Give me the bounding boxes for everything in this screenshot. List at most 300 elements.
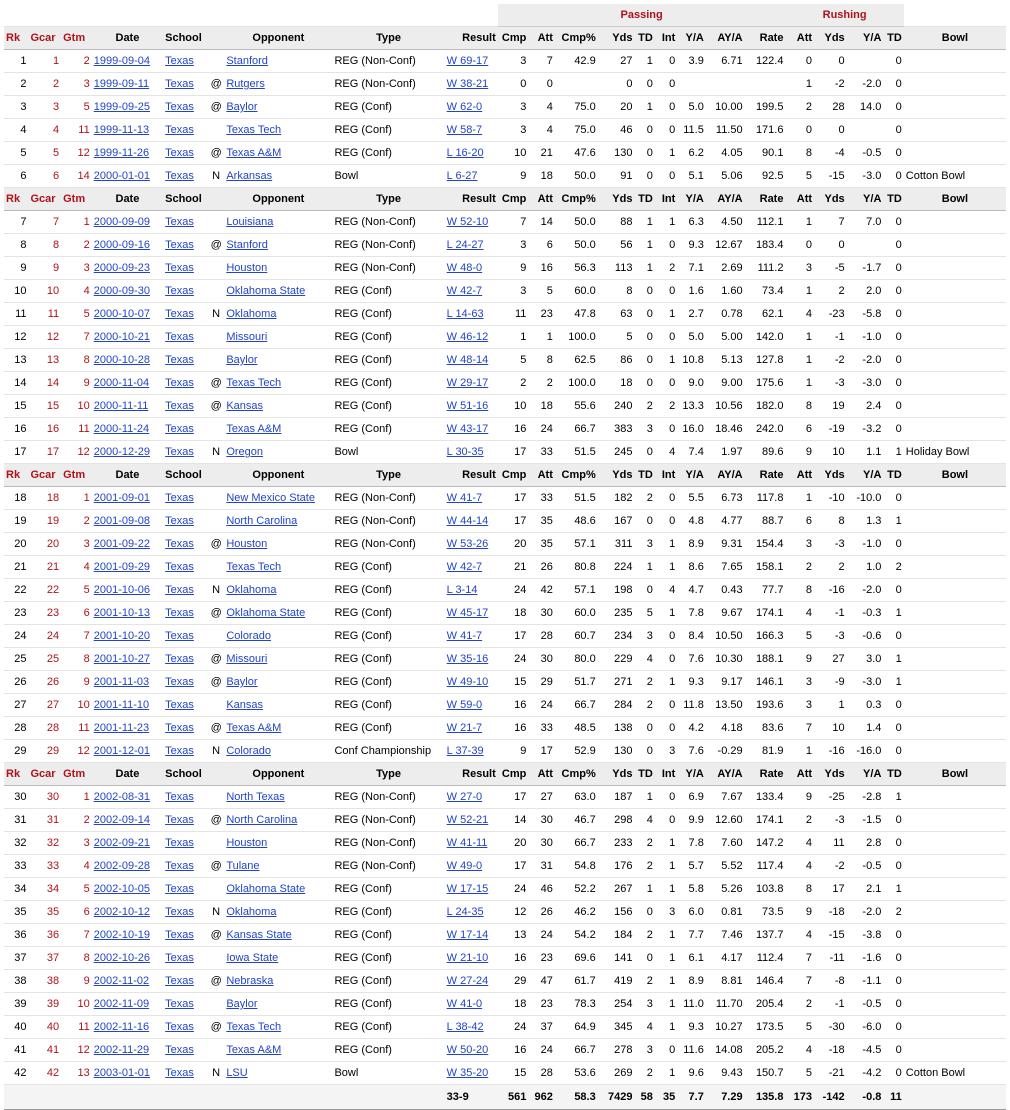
link-date[interactable]: 2001-10-06 [93,584,150,596]
link-date[interactable]: 2002-10-19 [93,929,150,941]
cell-result [445,395,498,418]
col-header-pass-cmp[interactable]: Cmp [498,763,529,786]
col-header-school[interactable]: School [163,464,208,487]
link-school[interactable]: Texas [165,1021,194,1033]
link-date[interactable]: 2000-11-24 [93,423,150,435]
link-school[interactable]: Texas [165,837,194,849]
cell-gtm: 7 [61,924,92,947]
link-result[interactable]: W 27-0 [446,791,483,803]
cell-gtm: 5 [61,303,92,326]
cell-date [92,579,163,602]
link-result[interactable]: W 43-17 [446,423,489,435]
link-opponent[interactable]: Texas Tech [226,1021,282,1033]
link-school[interactable]: Texas [165,492,194,504]
link-result[interactable]: W 29-17 [446,377,489,389]
col-header-pass-yds[interactable]: Yds [598,763,635,786]
link-opponent[interactable]: Texas Tech [226,124,282,136]
link-date[interactable]: 2002-11-02 [93,975,150,987]
cell-pass-yds: 383 [598,418,635,441]
col-header-rk[interactable]: Rk [4,27,28,50]
cell-rush-att: 0 [785,119,814,142]
link-result[interactable]: W 21-7 [446,722,483,734]
cell-pass-rate: 193.6 [745,694,786,717]
col-header-rush-yds[interactable]: Yds [814,763,847,786]
cell-pass-td: 0 [634,142,654,165]
link-date[interactable]: 2000-11-11 [93,400,149,412]
col-header-opponent[interactable]: Opponent [224,464,332,487]
col-header-rush-ya[interactable]: Y/A [847,464,884,487]
col-header-rush-yds[interactable]: Yds [814,188,847,211]
cell-location: @ [208,855,224,878]
link-result[interactable]: W 62-0 [446,101,483,113]
cell-rush-yds: 2 [814,280,847,303]
col-header-pass-rate[interactable]: Rate [745,464,786,487]
cell-pass-rate: 173.5 [745,1016,786,1039]
col-header-pass-att[interactable]: Att [528,464,555,487]
link-date[interactable]: 2000-12-29 [93,446,150,458]
col-header-pass-int[interactable]: Int [655,188,677,211]
col-header-result[interactable]: Result [445,27,498,50]
cell-rush-yds: -3 [814,625,847,648]
cell-result [445,142,498,165]
col-header-pass-ya[interactable]: Y/A [677,763,706,786]
cell-date [92,510,163,533]
link-result[interactable]: W 21-10 [446,952,489,964]
col-header-school[interactable]: School [163,763,208,786]
link-opponent[interactable]: Iowa State [226,952,279,964]
link-opponent[interactable]: Missouri [226,653,268,665]
link-opponent[interactable]: Oklahoma [226,584,277,596]
link-result[interactable]: W 50-20 [446,1044,489,1056]
link-school[interactable]: Texas [165,814,194,826]
link-school[interactable]: Texas [165,377,194,389]
link-result[interactable]: W 52-10 [446,216,489,228]
col-header-gtm[interactable]: Gtm [61,188,92,211]
col-header-pass-yds[interactable]: Yds [598,464,635,487]
link-date[interactable]: 2000-10-28 [93,354,150,366]
col-header-pass-rate[interactable]: Rate [745,188,786,211]
link-date[interactable]: 2000-09-30 [93,285,150,297]
link-opponent[interactable]: Texas A&M [226,1044,282,1056]
col-header-date[interactable]: Date [92,464,163,487]
col-header-gtm[interactable]: Gtm [61,27,92,50]
cell-pass-aya: 6.73 [706,487,745,510]
link-school[interactable]: Texas [165,446,194,458]
link-date[interactable]: 1999-09-25 [93,101,150,113]
link-opponent[interactable]: LSU [226,1067,248,1079]
link-date[interactable]: 2001-10-20 [93,630,150,642]
col-header-rk[interactable]: Rk [4,188,28,211]
col-header-rush-td[interactable]: TD [883,464,903,487]
cell-pass-yds: 88 [598,211,635,234]
col-header-bowl[interactable]: Bowl [904,27,1006,50]
cell-gtm: 12 [61,1039,92,1062]
cell-gtm: 3 [61,73,92,96]
col-header-rush-ya[interactable]: Y/A [847,27,884,50]
col-header-pass-att[interactable]: Att [528,763,555,786]
col-header-rush-ya[interactable]: Y/A [847,188,884,211]
col-header-gcar[interactable]: Gcar [28,188,61,211]
col-header-pass-cmp[interactable]: Cmp [498,188,529,211]
link-opponent[interactable]: Baylor [226,101,258,113]
link-date[interactable]: 2002-11-29 [93,1044,150,1056]
cell-result [445,556,498,579]
col-header-gtm[interactable]: Gtm [61,464,92,487]
col-header-rush-att[interactable]: Att [785,188,814,211]
link-school[interactable]: Texas [165,607,194,619]
link-date[interactable]: 2000-01-01 [93,170,150,182]
col-header-opponent[interactable]: Opponent [224,188,332,211]
col-header-pass-aya[interactable]: AY/A [706,188,745,211]
link-opponent[interactable]: North Carolina [226,515,298,527]
link-opponent[interactable]: Colorado [226,630,271,642]
link-opponent[interactable]: Texas A&M [226,423,282,435]
link-opponent[interactable]: Texas Tech [226,561,282,573]
link-result[interactable]: W 35-16 [446,653,489,665]
col-header-pass-cmp[interactable]: Cmp [498,464,529,487]
cell-result [445,809,498,832]
link-school[interactable]: Texas [165,1067,194,1079]
col-header-rk[interactable]: Rk [4,464,28,487]
link-result[interactable]: L 38-42 [446,1021,484,1033]
cell-gtm: 3 [61,533,92,556]
link-school[interactable]: Texas [165,538,194,550]
col-header-rush-td[interactable]: TD [883,188,903,211]
link-date[interactable]: 2002-11-16 [93,1021,150,1033]
link-school[interactable]: Texas [165,308,194,320]
link-school[interactable]: Texas [165,906,194,918]
col-header-type[interactable]: Type [332,464,444,487]
link-date[interactable]: 2001-12-01 [93,745,150,757]
col-header-type[interactable]: Type [332,27,444,50]
link-opponent[interactable]: Stanford [226,239,268,251]
col-header-date[interactable]: Date [92,763,163,786]
link-school[interactable]: Texas [165,78,194,90]
total-rush-yds: -142 [814,1085,847,1110]
link-result[interactable]: W 52-21 [446,814,489,826]
link-result[interactable]: W 53-26 [446,538,489,550]
col-header-rush-att[interactable]: Att [785,763,814,786]
col-header-pass-cmp-pct[interactable]: Cmp% [555,464,598,487]
col-header-school[interactable]: School [163,27,208,50]
link-result[interactable]: L 24-35 [446,906,484,918]
link-school[interactable]: Texas [165,354,194,366]
col-header-gcar[interactable]: Gcar [28,27,61,50]
link-school[interactable]: Texas [165,147,194,159]
link-result[interactable]: W 69-17 [446,55,489,67]
col-header-rush-td[interactable]: TD [883,27,903,50]
link-date[interactable]: 2002-10-05 [93,883,150,895]
link-school[interactable]: Texas [165,952,194,964]
link-result[interactable]: W 42-7 [446,561,483,573]
col-header-pass-yds[interactable]: Yds [598,188,635,211]
link-date[interactable]: 2001-11-10 [93,699,150,711]
col-header-gtm[interactable]: Gtm [61,763,92,786]
link-school[interactable]: Texas [165,653,194,665]
link-date[interactable]: 2001-10-27 [93,653,150,665]
cell-rk: 17 [4,441,28,464]
link-date[interactable]: 1999-09-04 [93,55,150,67]
link-opponent[interactable]: Oregon [226,446,264,458]
link-school[interactable]: Texas [165,860,194,872]
col-header-bowl[interactable]: Bowl [904,763,1006,786]
link-date[interactable]: 2001-09-22 [93,538,150,550]
link-school[interactable]: Texas [165,929,194,941]
link-date[interactable]: 2001-11-23 [93,722,150,734]
cell-date [92,234,163,257]
link-opponent[interactable]: Texas A&M [226,722,282,734]
link-opponent[interactable]: Louisiana [226,216,274,228]
link-opponent[interactable]: Kansas [226,400,264,412]
col-header-result[interactable]: Result [445,763,498,786]
link-opponent[interactable]: Missouri [226,331,268,343]
link-opponent[interactable]: Kansas State [226,929,292,941]
col-header-pass-cmp-pct[interactable]: Cmp% [555,27,598,50]
link-result[interactable]: W 41-11 [446,837,488,849]
link-result[interactable]: L 24-27 [446,239,484,251]
cell-gcar: 8 [28,234,61,257]
col-header-pass-td[interactable]: TD [634,27,654,50]
col-header-rk[interactable]: Rk [4,763,28,786]
link-date[interactable]: 2002-08-31 [93,791,150,803]
link-date[interactable]: 2001-09-08 [93,515,150,527]
link-opponent[interactable]: Oklahoma State [226,883,306,895]
link-school[interactable]: Texas [165,676,194,688]
cell-result [445,165,498,188]
col-header-bowl[interactable]: Bowl [904,188,1006,211]
link-opponent[interactable]: Houston [226,538,268,550]
link-result[interactable]: W 38-21 [446,78,489,90]
link-school[interactable]: Texas [165,55,194,67]
link-date[interactable]: 2001-09-29 [93,561,150,573]
link-school[interactable]: Texas [165,124,194,136]
col-header-pass-aya[interactable]: AY/A [706,27,745,50]
link-date[interactable]: 2003-01-01 [93,1067,150,1079]
link-result[interactable]: L 6-27 [446,170,478,182]
link-date[interactable]: 1999-11-13 [93,124,150,136]
link-school[interactable]: Texas [165,400,194,412]
link-school[interactable]: Texas [165,883,194,895]
link-date[interactable]: 2001-09-01 [93,492,150,504]
cell-date [92,165,163,188]
cell-pass-cmp: 3 [498,119,529,142]
link-date[interactable]: 2000-09-09 [93,216,150,228]
link-school[interactable]: Texas [165,239,194,251]
link-opponent[interactable]: Oklahoma State [226,285,306,297]
cell-school [163,924,208,947]
link-date[interactable]: 2002-10-12 [93,906,150,918]
link-result[interactable]: W 46-12 [446,331,489,343]
link-result[interactable]: W 49-10 [446,676,489,688]
link-result[interactable]: W 51-16 [446,400,489,412]
cell-gcar: 26 [28,671,61,694]
cell-school [163,119,208,142]
link-school[interactable]: Texas [165,722,194,734]
link-school[interactable]: Texas [165,331,194,343]
col-header-pass-rate[interactable]: Rate [745,763,786,786]
link-date[interactable]: 2002-09-21 [93,837,150,849]
link-school[interactable]: Texas [165,170,194,182]
col-header-result[interactable]: Result [445,188,498,211]
link-result[interactable]: W 48-14 [446,354,489,366]
link-opponent[interactable]: Houston [226,837,268,849]
link-opponent[interactable]: North Carolina [226,814,298,826]
link-school[interactable]: Texas [165,584,194,596]
link-school[interactable]: Texas [165,216,194,228]
col-header-date[interactable]: Date [92,188,163,211]
col-header-pass-cmp-pct[interactable]: Cmp% [555,763,598,786]
col-header-rush-att[interactable]: Att [785,27,814,50]
link-school[interactable]: Texas [165,791,194,803]
link-result[interactable]: L 37-39 [446,745,484,757]
link-result[interactable]: W 41-0 [446,998,483,1010]
cell-pass-aya: 18.46 [706,418,745,441]
link-opponent[interactable]: Rutgers [226,78,265,90]
link-result[interactable]: W 59-0 [446,699,483,711]
link-opponent[interactable]: Texas A&M [226,147,282,159]
link-date[interactable]: 2000-09-16 [93,239,150,251]
link-opponent[interactable]: Oklahoma [226,308,277,320]
link-result[interactable]: W 42-7 [446,285,483,297]
link-result[interactable]: L 14-63 [446,308,484,320]
link-result[interactable]: W 27-24 [446,975,489,987]
link-school[interactable]: Texas [165,998,194,1010]
link-result[interactable]: W 17-15 [446,883,489,895]
cell-pass-td: 3 [634,625,654,648]
col-header-gcar[interactable]: Gcar [28,763,61,786]
cell-pass-aya: 12.60 [706,809,745,832]
col-header-pass-cmp[interactable]: Cmp [498,27,529,50]
link-school[interactable]: Texas [165,745,194,757]
link-result[interactable]: W 49-0 [446,860,483,872]
link-date[interactable]: 2002-10-26 [93,952,150,964]
link-result[interactable]: W 17-14 [446,929,489,941]
link-opponent[interactable]: Tulane [226,860,260,872]
link-date[interactable]: 2000-10-21 [93,331,150,343]
col-header-pass-td[interactable]: TD [634,188,654,211]
col-header-pass-int[interactable]: Int [655,464,677,487]
col-header-gcar[interactable]: Gcar [28,464,61,487]
link-opponent[interactable]: Kansas [226,699,264,711]
col-header-pass-aya[interactable]: AY/A [706,464,745,487]
link-opponent[interactable]: Colorado [226,745,271,757]
link-school[interactable]: Texas [165,561,194,573]
cell-rush-att: 1 [785,349,814,372]
cell-bowl [904,671,1006,694]
col-header-type[interactable]: Type [332,763,444,786]
link-date[interactable]: 2001-11-03 [93,676,150,688]
link-opponent[interactable]: Baylor [226,998,258,1010]
col-header-pass-rate[interactable]: Rate [745,27,786,50]
col-header-type[interactable]: Type [332,188,444,211]
total-type [332,1085,444,1110]
link-result[interactable]: W 45-17 [446,607,489,619]
col-header-pass-ya[interactable]: Y/A [677,188,706,211]
cell-pass-att: 17 [528,740,555,763]
col-header-rush-yds[interactable]: Yds [814,464,847,487]
link-school[interactable]: Texas [165,699,194,711]
link-date[interactable]: 1999-11-26 [93,147,150,159]
col-header-pass-aya[interactable]: AY/A [706,763,745,786]
link-result[interactable]: W 35-20 [446,1067,489,1079]
col-header-pass-td[interactable]: TD [634,763,654,786]
link-school[interactable]: Texas [165,1044,194,1056]
link-result[interactable]: W 41-7 [446,630,483,642]
link-date[interactable]: 2002-09-28 [93,860,150,872]
link-date[interactable]: 2000-10-07 [93,308,150,320]
col-header-pass-td[interactable]: TD [634,464,654,487]
link-date[interactable]: 2002-09-14 [93,814,150,826]
link-result[interactable]: L 3-14 [446,584,478,596]
link-school[interactable]: Texas [165,101,194,113]
link-date[interactable]: 2000-11-04 [93,377,150,389]
link-opponent[interactable]: North Texas [226,791,285,803]
cell-pass-ya: 7.1 [677,257,706,280]
col-header-pass-int[interactable]: Int [655,27,677,50]
col-header-rush-att[interactable]: Att [785,464,814,487]
col-header-pass-int[interactable]: Int [655,763,677,786]
col-header-date[interactable]: Date [92,27,163,50]
link-opponent[interactable]: Arkansas [226,170,273,182]
link-school[interactable]: Texas [165,630,194,642]
cell-pass-cmp: 16 [498,418,529,441]
link-date[interactable]: 2000-09-23 [93,262,150,274]
link-school[interactable]: Texas [165,423,194,435]
col-header-opponent[interactable]: Opponent [224,27,332,50]
link-result[interactable]: W 44-14 [446,515,489,527]
link-result[interactable]: L 16-20 [446,147,484,159]
link-opponent[interactable]: Baylor [226,676,258,688]
link-date[interactable]: 2002-11-09 [93,998,150,1010]
link-school[interactable]: Texas [165,285,194,297]
col-header-rush-yds[interactable]: Yds [814,27,847,50]
col-header-pass-att[interactable]: Att [528,27,555,50]
link-opponent[interactable]: Houston [226,262,268,274]
col-header-rush-ya[interactable]: Y/A [847,763,884,786]
link-date[interactable]: 2001-10-13 [93,607,150,619]
link-opponent[interactable]: New Mexico State [226,492,315,504]
cell-type: REG (Conf) [332,372,444,395]
link-opponent[interactable]: Baylor [226,354,258,366]
link-school[interactable]: Texas [165,975,194,987]
cell-location [208,556,224,579]
link-date[interactable]: 1999-09-11 [93,78,150,90]
link-opponent[interactable]: Texas Tech [226,377,282,389]
col-header-pass-ya[interactable]: Y/A [677,464,706,487]
link-school[interactable]: Texas [165,515,194,527]
col-header-pass-ya[interactable]: Y/A [677,27,706,50]
link-result[interactable]: W 48-0 [446,262,483,274]
col-header-school[interactable]: School [163,188,208,211]
link-result[interactable]: L 30-35 [446,446,484,458]
table-row [4,395,1006,418]
link-opponent[interactable]: Nebraska [226,975,274,987]
link-opponent[interactable]: Oklahoma State [226,607,306,619]
link-opponent[interactable]: Oklahoma [226,906,277,918]
col-header-result[interactable]: Result [445,464,498,487]
link-opponent[interactable]: Stanford [226,55,268,67]
cell-bowl [904,602,1006,625]
col-header-opponent[interactable]: Opponent [224,763,332,786]
col-header-pass-att[interactable]: Att [528,188,555,211]
col-header-bowl[interactable]: Bowl [904,464,1006,487]
col-header-rush-td[interactable]: TD [883,763,903,786]
col-header-pass-cmp-pct[interactable]: Cmp% [555,188,598,211]
link-result[interactable]: W 41-7 [446,492,483,504]
col-header-pass-yds[interactable]: Yds [598,27,635,50]
link-school[interactable]: Texas [165,262,194,274]
link-result[interactable]: W 58-7 [446,124,483,136]
